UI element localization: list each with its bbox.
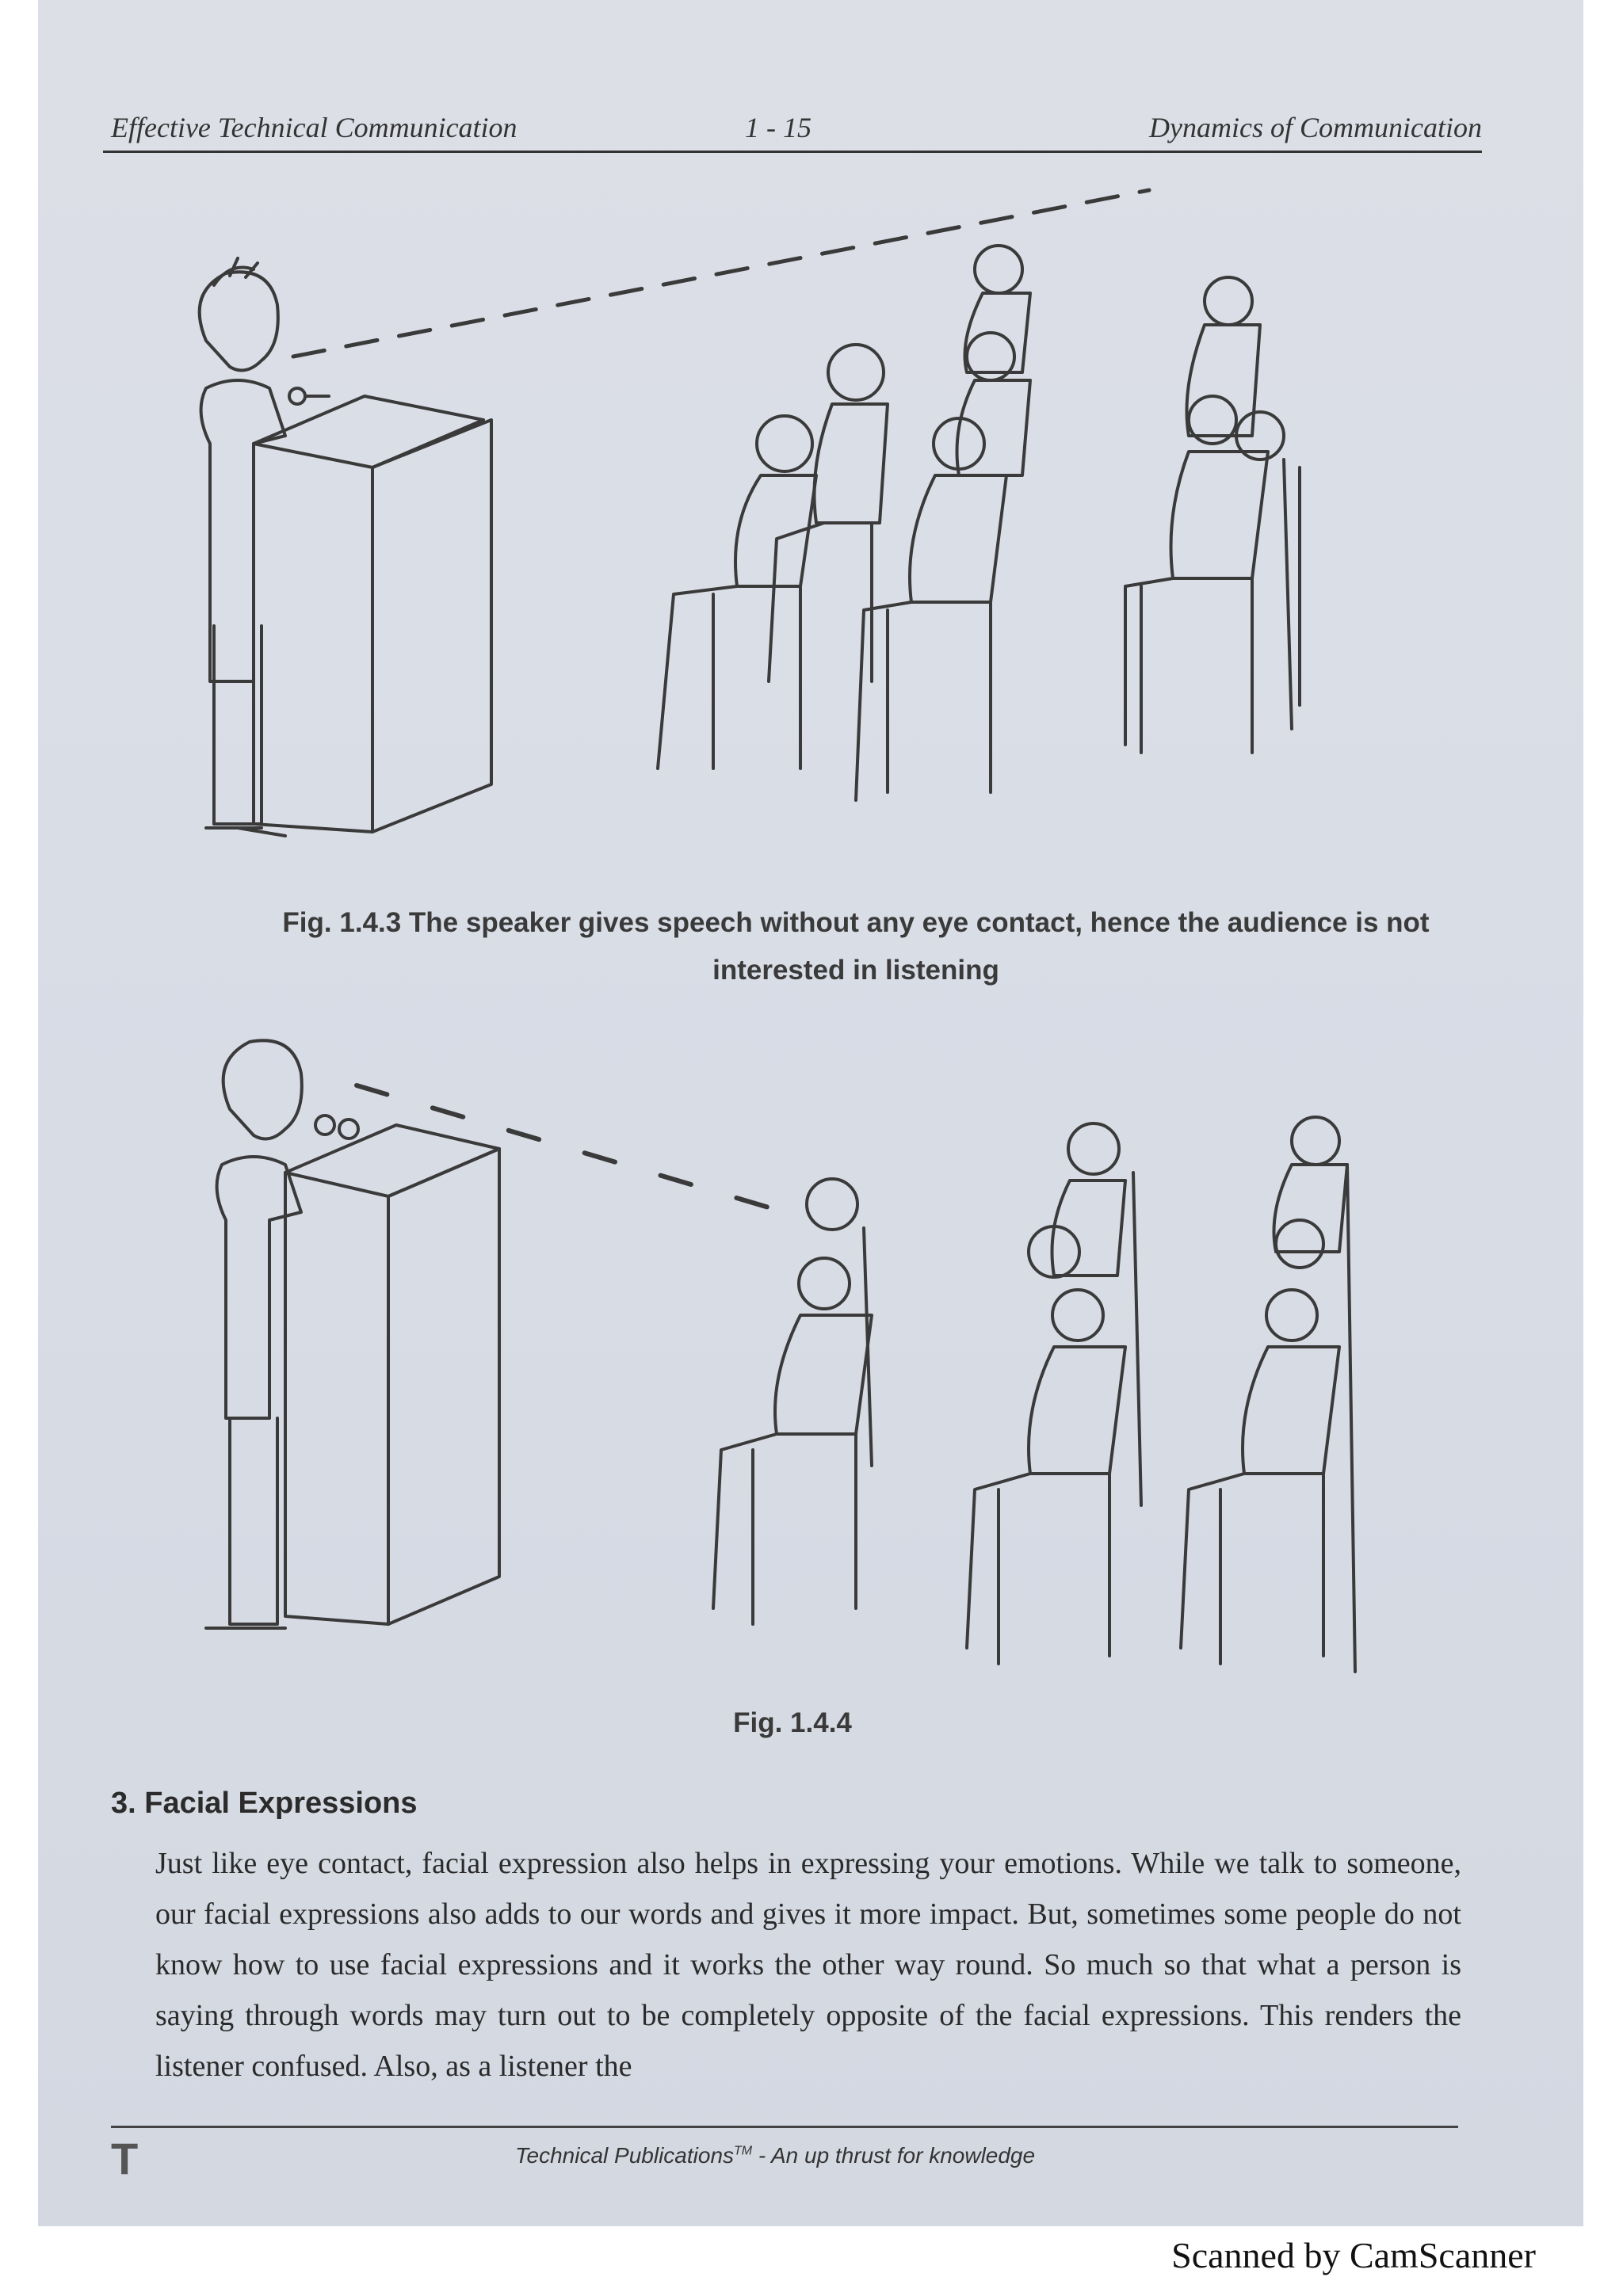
footer-rule — [111, 2126, 1458, 2128]
footer-text — [515, 2143, 1035, 2168]
publisher-name: Technical Publications — [515, 2143, 735, 2168]
running-header-left: Effective Technical Communication — [111, 112, 517, 143]
speaker-figure — [200, 258, 329, 836]
audience-group-3 — [1181, 1117, 1355, 1672]
figure-1-4-4-illustration — [158, 1022, 1458, 1680]
audience-group-2 — [967, 1123, 1141, 1664]
running-header-right: Dynamics of Communication — [1149, 112, 1482, 143]
section-body-paragraph: Just like eye contact, facial expression also helps in expressing your emotions. While we talk to someone, our facial expressions also adds to our words and gives it more impact. But, sometimes some people do not know how to use facial expressions and it works the other way round. So much so that what a person is saying through words may turn out to be completely opposite of the facial expressions. This renders the listener confused. Also, as a listener the — [155, 1847, 1461, 2083]
audience-group-3 — [1125, 277, 1300, 753]
page-number: 1 - 15 — [745, 112, 812, 143]
podium — [285, 1125, 499, 1624]
scanner-watermark: Scanned by CamScanner — [1171, 2235, 1536, 2275]
speaker-figure — [206, 1040, 358, 1628]
audience-group-1 — [658, 345, 888, 769]
header-rule — [103, 151, 1482, 153]
sight-line — [357, 1085, 785, 1212]
figure-1-4-4-caption: Fig. 1.4.4 — [733, 1707, 852, 1738]
caption-line-2: interested in listening — [712, 955, 999, 986]
figure-1-4-3-illustration — [158, 182, 1458, 864]
publisher-tagline: - An up thrust for knowledge — [752, 2143, 1036, 2168]
podium — [254, 396, 491, 832]
trademark-mark: TM — [734, 2144, 753, 2158]
section-heading: 3. Facial Expressions — [111, 1787, 418, 1820]
caption-line-1: Fig. 1.4.3 The speaker gives speech without any eye contact, hence the audience is not — [282, 907, 1430, 938]
audience-group-1 — [713, 1179, 872, 1624]
publisher-logo-icon: T — [111, 2134, 139, 2183]
audience-group-2 — [856, 246, 1030, 800]
figure-1-4-3-caption — [238, 899, 1474, 994]
